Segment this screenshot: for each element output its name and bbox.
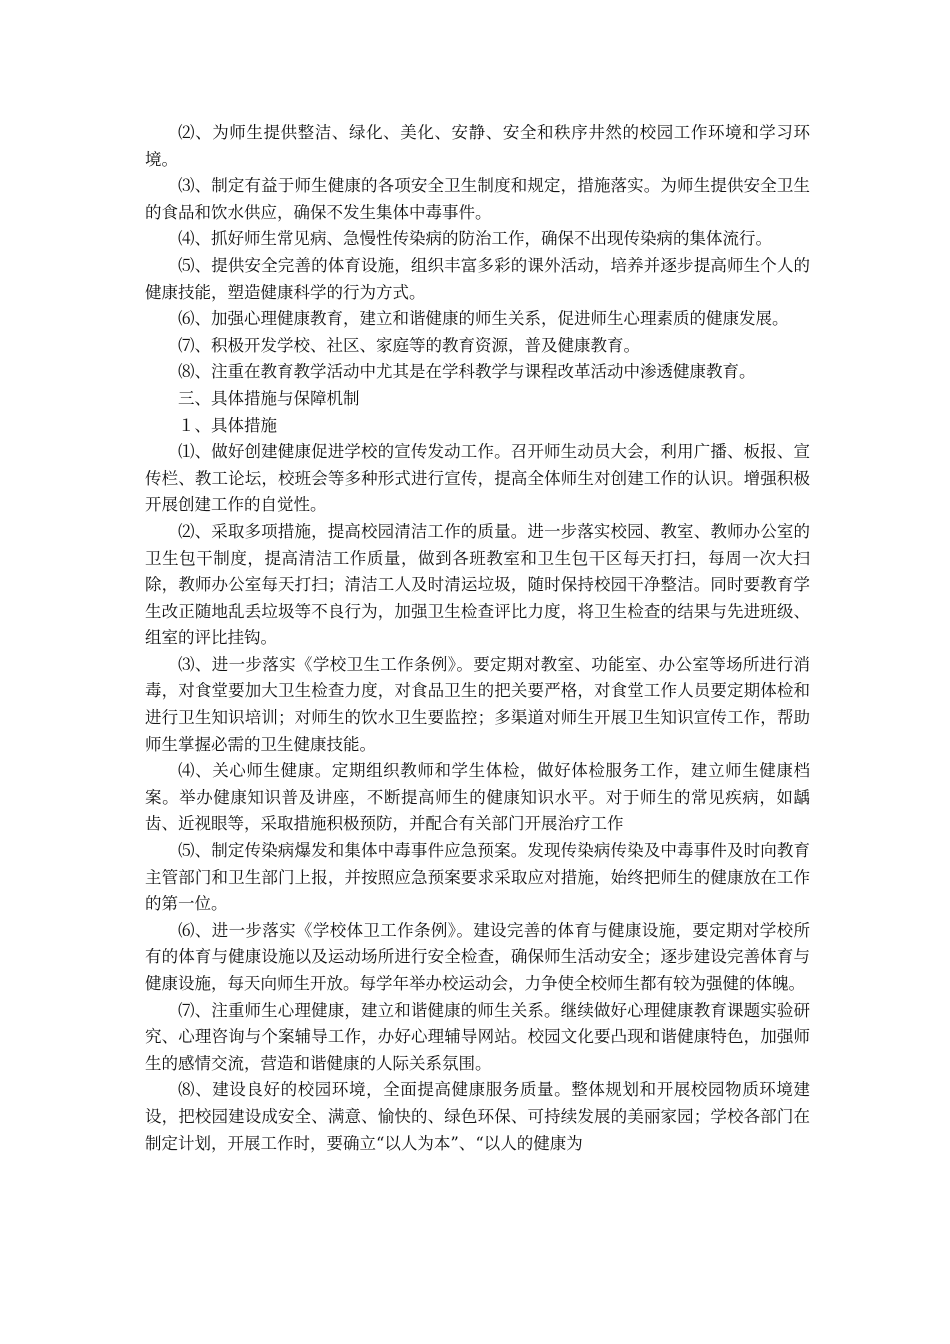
paragraph-item-2: ⑵、为师生提供整洁、绿化、美化、安静、安全和秩序井然的校园工作环境和学习环境。 — [145, 123, 810, 169]
measure-item-8: ⑻、建设良好的校园环境，全面提高健康服务质量。整体规划和开展校园物质环境建设，把校园建设成安全、满意、愉快的、绿色环保、可持续发展的美丽家园；学校各部门在制定计划，开展工作时，要确立“以人为本”、“以人的健康为 — [145, 1080, 810, 1153]
document-body — [145, 120, 810, 1157]
paragraph-item-5: ⑸、提供安全完善的体育设施，组织丰富多彩的课外活动，培养并逐步提高师生个人的健康技能，塑造健康科学的行为方式。 — [145, 255, 810, 302]
paragraph-item-8: ⑻、注重在教育教学活动中尤其是在学科教学与课程改革活动中渗透健康教育。 — [178, 362, 756, 382]
measure-item-4: ⑷、关心师生健康。定期组织教师和学生体检，做好体检服务工作，建立师生健康档案。举办健康知识普及讲座，不断提高师生的健康知识水平。对于师生的常见疾病，如龋齿、近视眼等，采取措施积极预防，并配合有关部门开展治疗工作 — [145, 761, 810, 834]
measure-item-1: ⑴、做好创建健康促进学校的宣传发动工作。召开师生动员大会，利用广播、板报、宣传栏、教工论坛，校班会等多种形式进行宣传，提高全体师生对创建工作的认识。增强积极开展创建工作的自觉性。 — [145, 442, 810, 515]
subsection-heading: １、具体措施 — [178, 415, 277, 435]
paragraph-item-4: ⑷、抓好师生常见病、急慢性传染病的防治工作，确保不出现传染病的集体流行。 — [178, 229, 772, 249]
measure-item-3: ⑶、进一步落实《学校卫生工作条例》。要定期对教室、功能室、办公室等场所进行消毒，对食堂要加大卫生检查力度，对食品卫生的把关要严格，对食堂工作人员要定期体检和进行卫生知识培训；对师生的饮水卫生要监控；多渠道对师生开展卫生知识宣传工作，帮助师生掌握必需的卫生健康技能。 — [145, 654, 810, 754]
measure-item-7: ⑺、注重师生心理健康，建立和谐健康的师生关系。继续做好心理健康教育课题实验研究、心理咨询与个案辅导工作，办好心理辅导网站。校园文化要凸现和谐健康特色，加强师生的感情交流，营造和谐健康的人际关系氛围。 — [145, 1000, 810, 1073]
measure-item-6: ⑹、进一步落实《学校体卫工作条例》。建设完善的体育与健康设施，要定期对学校所有的体育与健康设施以及运动场所进行安全检查，确保师生活动安全；逐步建设完善体育与健康设施，每天向师生开放。每学年举办校运动会，力争使全校师生都有较为强健的体魄。 — [145, 920, 810, 993]
section-heading: 三、具体措施与保障机制 — [178, 388, 360, 408]
paragraph-item-6: ⑹、加强心理健康教育，建立和谐健康的师生关系，促进师生心理素质的健康发展。 — [178, 309, 789, 329]
measure-item-5: ⑸、制定传染病爆发和集体中毒事件应急预案。发现传染病传染及中毒事件及时向教育主管部门和卫生部门上报，并按照应急预案要求采取应对措施，始终把师生的健康放在工作的第一位。 — [145, 841, 810, 914]
measure-item-2: ⑵、采取多项措施，提高校园清洁工作的质量。进一步落实校园、教室、教师办公室的卫生包干制度，提高清洁工作质量，做到各班教室和卫生包干区每天打扫，每周一次大扫除，教师办公室每天打扫；清洁工人及时清运垃圾，随时保持校园干净整洁。同时要教育学生改正随地乱丢垃圾等不良行为，加强卫生检查评比力度，将卫生检查的结果与先进班级、组室的评比挂钩。 — [145, 521, 810, 648]
paragraph-item-3: ⑶、制定有益于师生健康的各项安全卫生制度和规定，措施落实。为师生提供安全卫生的食品和饮水供应，确保不发生集体中毒事件。 — [145, 176, 810, 222]
paragraph-item-7: ⑺、积极开发学校、社区、家庭等的教育资源，普及健康教育。 — [178, 335, 640, 355]
